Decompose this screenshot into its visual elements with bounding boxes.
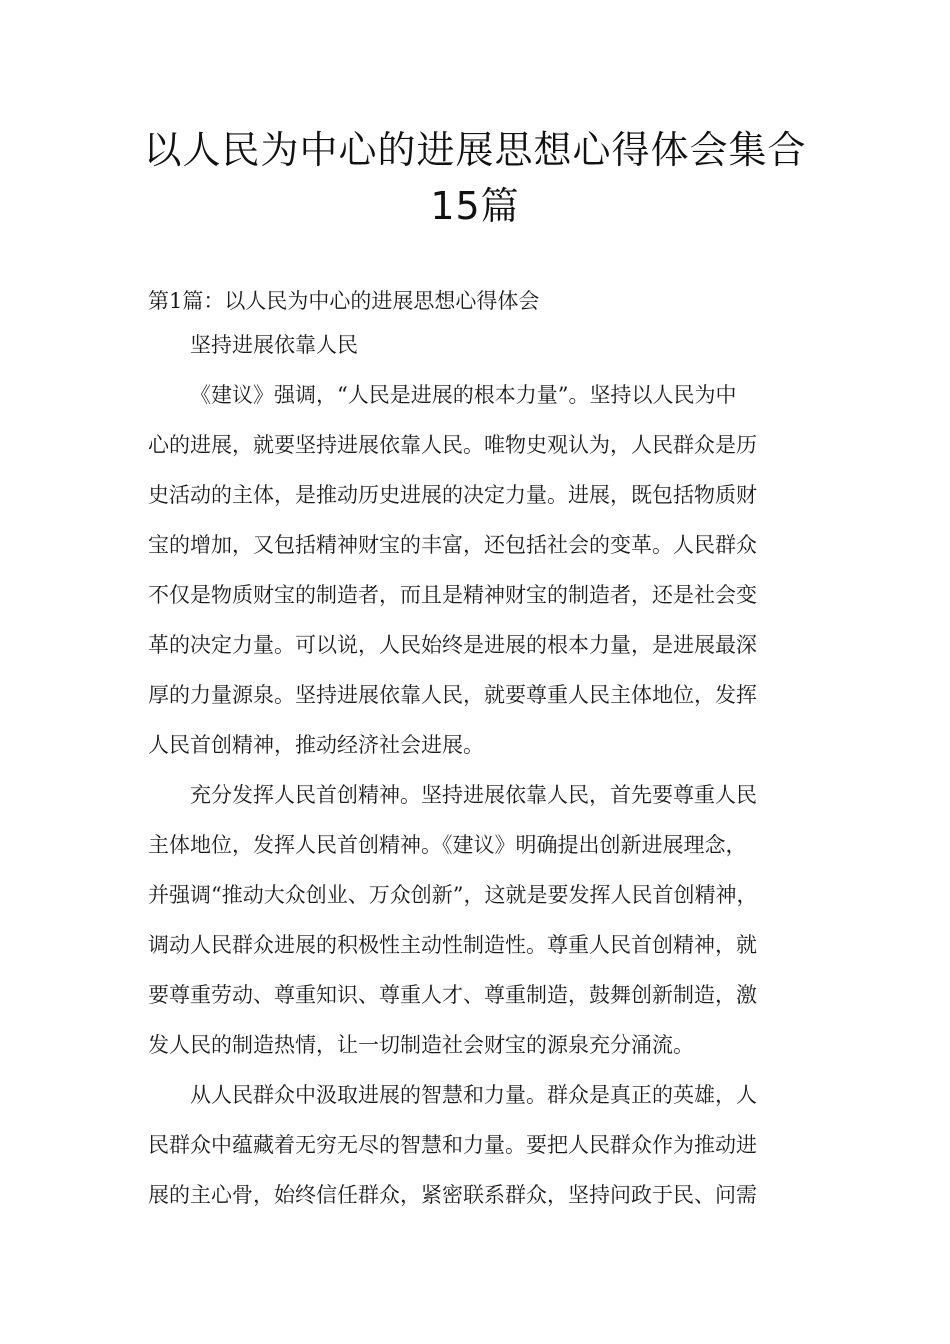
paragraph-line: 展的主心骨，始终信任群众，紧密联系群众，坚持问政于民、问需 (148, 1183, 757, 1207)
paragraph-line: 并强调“推动大众创业、万众创新”，这就是要发挥人民首创精神， (148, 883, 758, 907)
paragraph-line: 发人民的制造热情，让一切制造社会财宝的源泉充分涌流。 (148, 1033, 694, 1057)
paragraph-2 (148, 780, 828, 1060)
paragraph-line: 史活动的主体，是推动历史进展的决定力量。进展，既包括物质财 (148, 483, 757, 507)
article-heading: 第1篇：以人民为中心的进展思想心得体会 (148, 289, 540, 313)
paragraph-line: 调动人民群众进展的积极性主动性制造性。尊重人民首创精神，就 (148, 933, 757, 957)
section-heading: 坚持进展依靠人民 (190, 333, 358, 357)
document-title-line-1: 以人民为中心的进展思想心得体会集合 (143, 128, 807, 172)
paragraph-3 (148, 1080, 828, 1210)
paragraph-line: 《建议》强调，“人民是进展的根本力量”。坚持以人民为中 (190, 383, 737, 407)
document-title (100, 122, 850, 234)
paragraph-line: 主体地位，发挥人民首创精神。《建议》明确提出创新进展理念， (148, 833, 747, 857)
paragraph-line: 要尊重劳动、尊重知识、尊重人才、尊重制造，鼓舞创新制造，激 (148, 983, 757, 1007)
paragraph-1 (148, 380, 828, 760)
paragraph-line: 革的决定力量。可以说，人民始终是进展的根本力量，是进展最深 (148, 633, 757, 657)
paragraph-line: 民群众中蕴藏着无穷无尽的智慧和力量。要把人民群众作为推动进 (148, 1133, 757, 1157)
paragraph-line: 宝的增加，又包括精神财宝的丰富，还包括社会的变革。人民群众 (148, 533, 757, 557)
paragraph-line: 人民首创精神，推动经济社会进展。 (148, 733, 484, 757)
document-title-line-2: 15篇 (430, 184, 520, 228)
paragraph-line: 厚的力量源泉。坚持进展依靠人民，就要尊重人民主体地位，发挥 (148, 683, 757, 707)
paragraph-line: 从人民群众中汲取进展的智慧和力量。群众是真正的英雄，人 (190, 1083, 757, 1107)
paragraph-line: 充分发挥人民首创精神。坚持进展依靠人民，首先要尊重人民 (190, 783, 757, 807)
document-body (148, 286, 828, 1210)
paragraph-line: 不仅是物质财宝的制造者，而且是精神财宝的制造者，还是社会变 (148, 583, 757, 607)
paragraph-line: 心的进展，就要坚持进展依靠人民。唯物史观认为，人民群众是历 (148, 433, 757, 457)
